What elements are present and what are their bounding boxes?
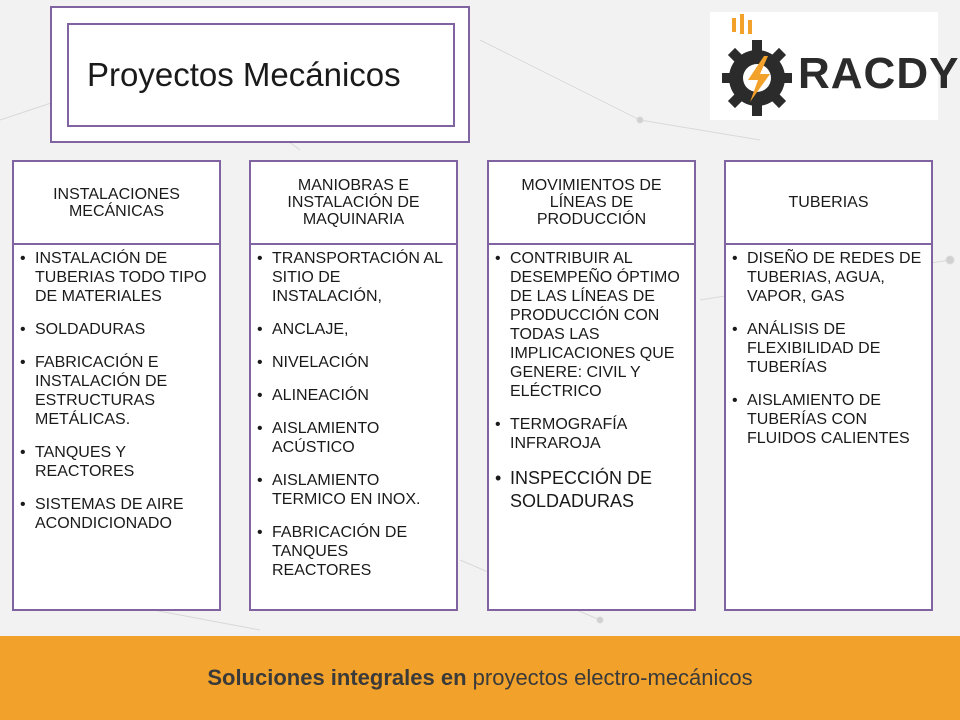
list-item: • ANÁLISIS DE FLEXIBILIDAD DE TUBERÍAS bbox=[732, 321, 881, 376]
column-list bbox=[14, 245, 219, 533]
list-item: • ANCLAJE, bbox=[257, 321, 349, 338]
column-list bbox=[251, 245, 456, 580]
list-item: • NIVELACIÓN bbox=[257, 354, 369, 371]
column-header: INSTALACIONES MECÁNICAS bbox=[14, 162, 219, 245]
racdy-logo bbox=[710, 12, 960, 120]
column-header: TUBERIAS bbox=[726, 162, 931, 245]
footer-tagline-rest: proyectos electro-mecánicos bbox=[472, 665, 753, 690]
list-item: • INSTALACIÓN DE TUBERIAS TODO TIPO DE MATERIALES bbox=[20, 250, 207, 305]
footer-banner bbox=[0, 636, 960, 720]
list-item: • ALINEACIÓN bbox=[257, 387, 369, 404]
column-movimientos bbox=[487, 160, 696, 611]
footer-tagline-strong: Soluciones integrales en bbox=[207, 665, 467, 690]
column-maniobras bbox=[249, 160, 458, 611]
list-item: • INSPECCIÓN DE SOLDADURAS bbox=[495, 468, 653, 511]
list-item: • AISLAMIENTO TERMICO EN INOX. bbox=[257, 472, 421, 508]
logo-text: RACDY bbox=[798, 49, 960, 98]
gear-bolt-icon bbox=[712, 12, 802, 120]
column-list bbox=[489, 245, 694, 513]
column-list bbox=[726, 245, 931, 448]
list-item: • CONTRIBUIR AL DESEMPEÑO ÓPTIMO DE LAS LÍNEAS DE PRODUCCIÓN CON TODAS LAS IMPLICACIONES QUE GENERE: CIVIL Y ELÉCTRICO bbox=[495, 250, 680, 400]
list-item: • SISTEMAS DE AIRE ACONDICIONADO bbox=[20, 496, 184, 532]
list-item: • DISEÑO DE REDES DE TUBERIAS, AGUA, VAPOR, GAS bbox=[732, 250, 922, 305]
column-header: MANIOBRAS E INSTALACIÓN DE MAQUINARIA bbox=[251, 162, 456, 245]
column-instalaciones-mecanicas bbox=[12, 160, 221, 611]
footer-tagline bbox=[207, 665, 752, 691]
column-header: MOVIMIENTOS DE LÍNEAS DE PRODUCCIÓN bbox=[489, 162, 694, 245]
list-item: • AISLAMIENTO ACÚSTICO bbox=[257, 420, 380, 456]
list-item: • FABRICACIÓN DE TANQUES REACTORES bbox=[257, 524, 408, 579]
list-item: • AISLAMIENTO DE TUBERÍAS CON FLUIDOS CALIENTES bbox=[732, 392, 910, 447]
list-item: • TRANSPORTACIÓN AL SITIO DE INSTALACIÓN, bbox=[257, 250, 443, 305]
list-item: • TERMOGRAFÍA INFRAROJA bbox=[495, 416, 627, 452]
page-title-text: Proyectos Mecánicos bbox=[87, 56, 401, 93]
list-item: • FABRICACIÓN E INSTALACIÓN DE ESTRUCTURAS METÁLICAS. bbox=[20, 354, 168, 428]
list-item: • SOLDADURAS bbox=[20, 321, 146, 338]
column-tuberias bbox=[724, 160, 933, 611]
list-item: • TANQUES Y REACTORES bbox=[20, 444, 135, 480]
page-title bbox=[67, 23, 455, 127]
